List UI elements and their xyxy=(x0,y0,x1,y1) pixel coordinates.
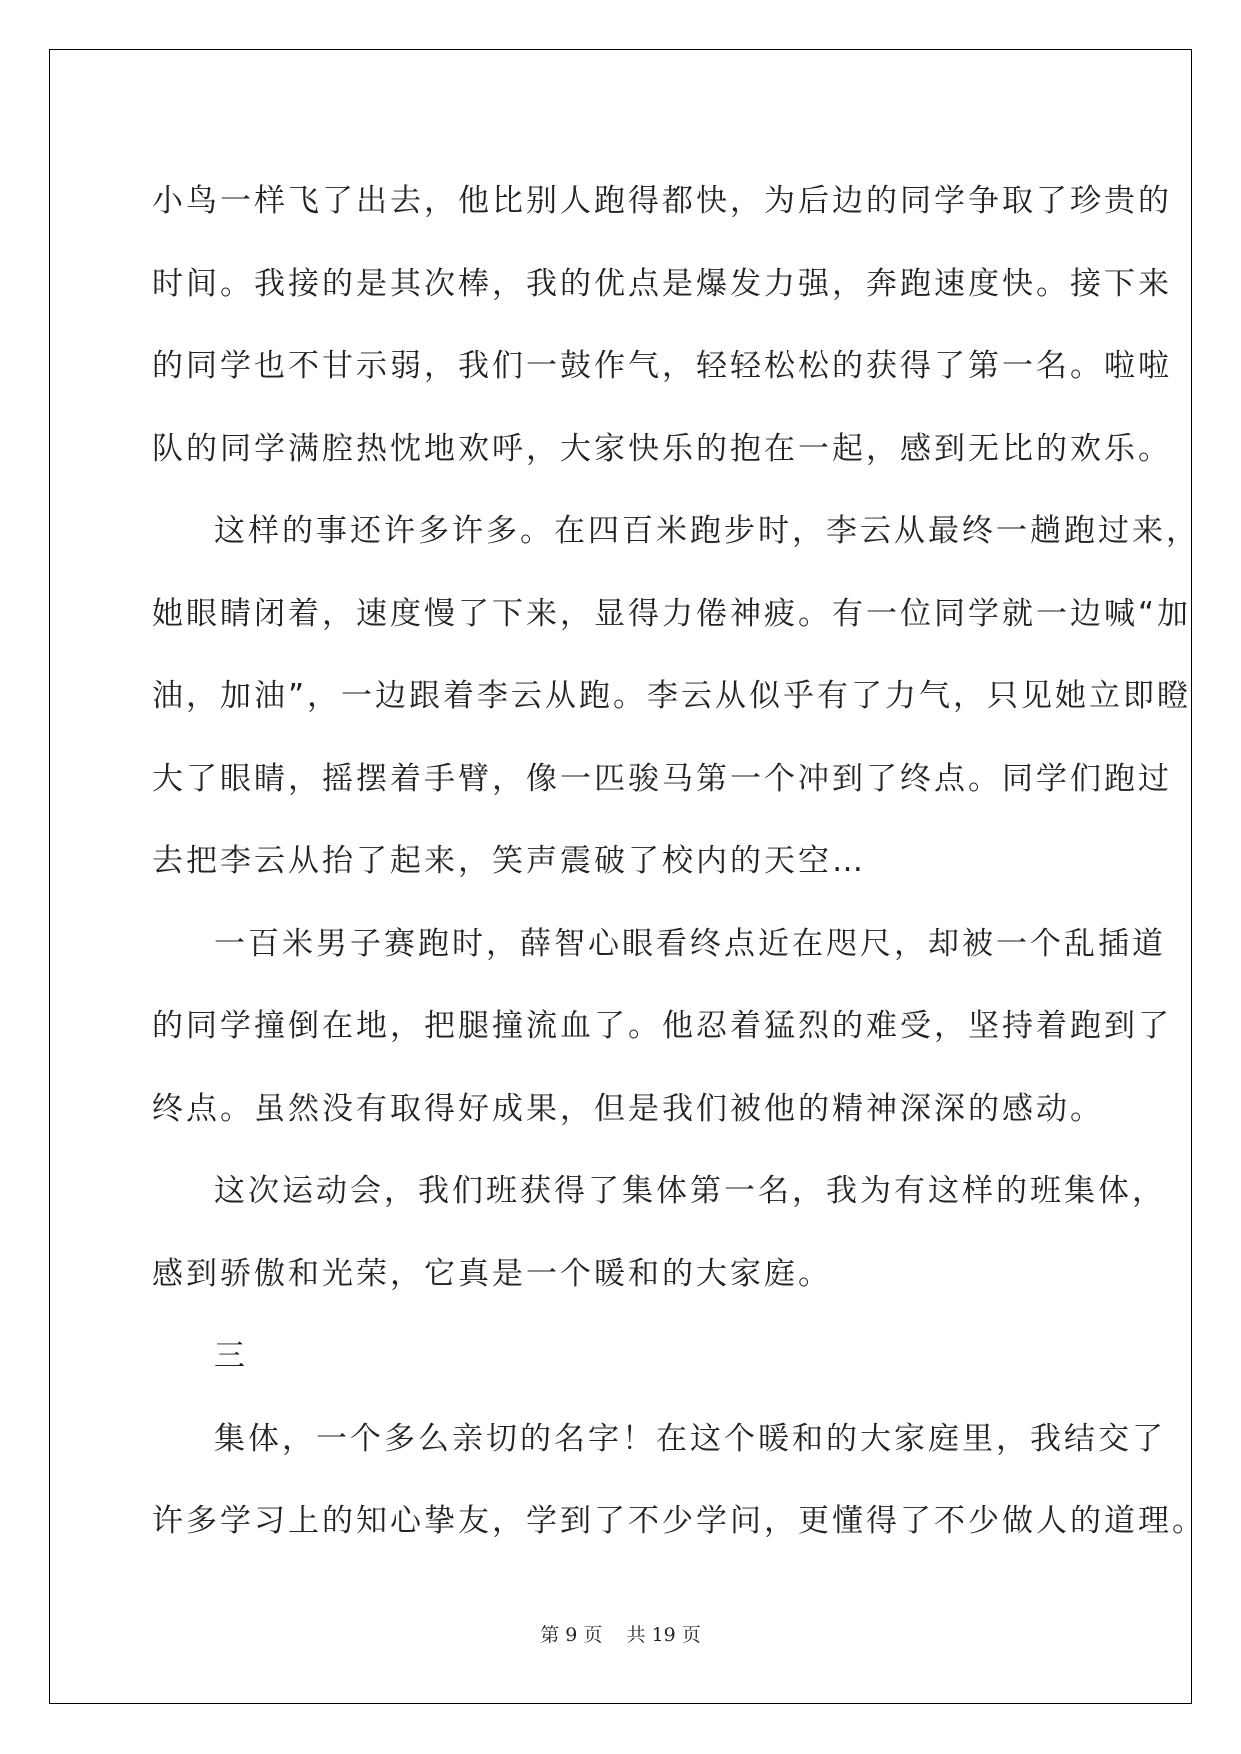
paragraph-start: 一百米男子赛跑时，薛智心眼看终点近在咫尺，却被一个乱插道 xyxy=(214,925,1166,962)
document-body xyxy=(152,160,1206,1563)
text-line: 时间。我接的是其次棒，我的优点是爆发力强，奔跑速度快。接下来 xyxy=(152,265,1172,302)
page-number: 第 9 页 xyxy=(540,1624,603,1646)
page-footer xyxy=(0,1620,1241,1647)
text-line: 的同学也不甘示弱，我们一鼓作气，轻轻松松的获得了第一名。啦啦 xyxy=(152,348,1172,384)
text-line: 的同学撞倒在地，把腿撞流血了。他忍着猛烈的难受，坚持着跑到了 xyxy=(152,1008,1172,1044)
text-line: 小鸟一样飞了出去，他比别人跑得都快，为后边的同学争取了珍贵的 xyxy=(152,183,1172,219)
section-heading: 三 xyxy=(214,1338,248,1374)
text-line: 她眼睛闭着，速度慢了下来，显得力倦神疲。有一位同学就一边喊“加 xyxy=(152,595,1192,632)
text-line: 队的同学满腔热忱地欢呼，大家快乐的抱在一起，感到无比的欢乐。 xyxy=(152,430,1172,467)
text-line: 油，加油”，一边跟着李云从跑。李云从似乎有了力气，只见她立即瞪 xyxy=(152,678,1192,714)
paragraph-start: 这样的事还许多许多。在四百米跑步时，李云从最终一趟跑过来， xyxy=(214,513,1200,549)
paragraph-start: 集体，一个多么亲切的名字！在这个暖和的大家庭里，我结交了 xyxy=(214,1420,1166,1457)
text-line: 大了眼睛，摇摆着手臂，像一匹骏马第一个冲到了终点。同学们跑过 xyxy=(152,760,1172,797)
text-line: 终点。虽然没有取得好成果，但是我们被他的精神深深的感动。 xyxy=(152,1090,1104,1127)
page-total: 共 19 页 xyxy=(626,1624,701,1646)
paragraph-start: 这次运动会，我们班获得了集体第一名，我为有这样的班集体， xyxy=(214,1173,1166,1209)
text-line: 感到骄傲和光荣，它真是一个暖和的大家庭。 xyxy=(152,1255,832,1292)
text-line: 去把李云从抬了起来，笑声震破了校内的天空… xyxy=(152,843,866,879)
text-line: 许多学习上的知心挚友，学到了不少学问，更懂得了不少做人的道理。 xyxy=(152,1503,1206,1539)
